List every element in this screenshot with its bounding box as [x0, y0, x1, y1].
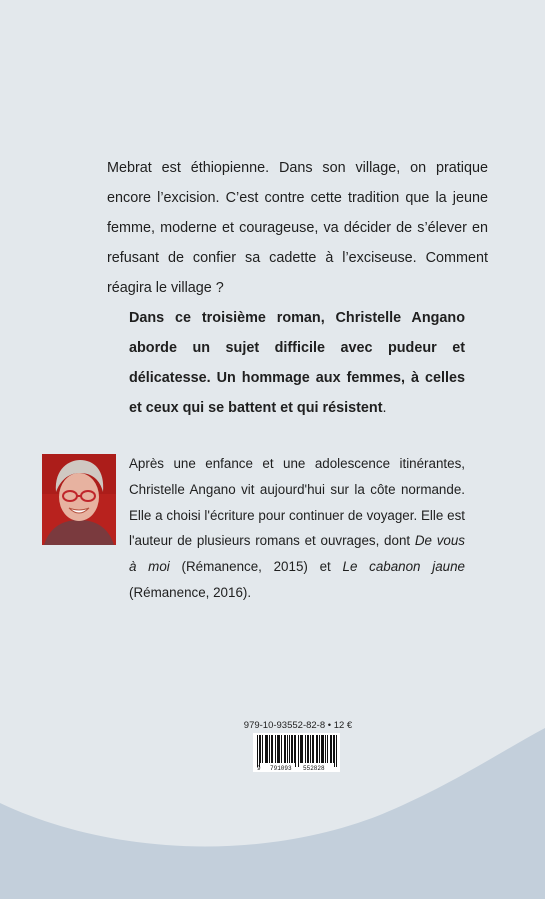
barcode-bar [278, 735, 279, 763]
author-bio [129, 451, 465, 606]
barcode-digits-right: 552828 [303, 765, 325, 772]
pitch-period: . [382, 400, 387, 416]
barcode-bar [259, 735, 260, 767]
barcode-bar [316, 735, 317, 763]
barcode-bar [285, 735, 286, 763]
barcode-bar [300, 735, 301, 763]
barcode-bar [333, 735, 334, 763]
barcode-bar [294, 735, 295, 763]
barcode-bar [327, 735, 328, 763]
barcode-bar [312, 735, 313, 763]
barcode [253, 733, 340, 772]
barcode-bar [267, 735, 268, 763]
barcode-bar [334, 735, 335, 767]
barcode-bar [310, 735, 311, 763]
barcode-bar [330, 735, 331, 763]
barcode-bar [331, 735, 332, 763]
isbn-price: 979-10-93552-82-8 • 12 € [243, 720, 353, 731]
barcode-bar [287, 735, 288, 763]
pitch-bold-text: Dans ce troisième roman, Christelle Angano aborde un sujet difficile avec pudeur et délicatesse. Un hommage aux femmes, à celles et ceux qui se battent et qui résistent [129, 310, 465, 416]
author-photo [42, 454, 116, 545]
barcode-bar [319, 735, 320, 763]
barcode-bar [295, 735, 296, 767]
barcode-bar [325, 735, 326, 763]
barcode-bar [305, 735, 306, 763]
barcode-bar [262, 735, 263, 763]
barcode-bar [279, 735, 280, 763]
barcode-bars [257, 735, 337, 767]
barcode-bar [323, 735, 324, 763]
barcode-bar [269, 735, 270, 763]
barcode-bar [298, 735, 299, 767]
barcode-bar [291, 735, 292, 763]
barcode-bar [275, 735, 276, 763]
barcode-bar [289, 735, 290, 763]
barcode-bar [308, 735, 309, 763]
barcode-bar [265, 735, 266, 763]
barcode-bar [307, 735, 308, 763]
barcode-bar [277, 735, 278, 763]
barcode-bar [284, 735, 285, 763]
barcode-bar [321, 735, 322, 763]
barcode-bar [257, 735, 258, 767]
barcode-bar [281, 735, 282, 763]
barcode-digits-left: 791093 [270, 765, 292, 772]
barcode-bar [302, 735, 303, 763]
barcode-bar [272, 735, 273, 763]
barcode-bar [271, 735, 272, 763]
barcode-bar [301, 735, 302, 763]
barcode-bar [292, 735, 293, 763]
barcode-bar [322, 735, 323, 763]
bio-text-2: (Rémanence, 2015) et [169, 559, 343, 575]
barcode-bar [336, 735, 337, 767]
bio-text-3: (Rémanence, 2016). [129, 584, 252, 600]
bio-book-title-2: Le cabanon jaune [342, 559, 466, 575]
barcode-bar [260, 735, 261, 763]
barcode-digit-first: 9 [257, 765, 261, 772]
bio-book-title-1: De vous à moi [129, 533, 466, 575]
barcode-bar [317, 735, 318, 763]
barcode-bar [313, 735, 314, 763]
summary-paragraph: Mebrat est éthiopienne. Dans son village, on pratique encore l’excision. C’est contre cette tradition que la jeune femme, moderne et courageuse, va décider de s’élever en refusant de confier sa cadette à l’exciseuse. Comment réagira le village ? [107, 160, 488, 296]
barcode-bar [266, 735, 267, 763]
pitch-paragraph [129, 303, 465, 423]
bio-text-1: Après une enfance et une adolescence itinérantes, Christelle Angano vit aujourd'hui sur la côte normande. Elle a choisi l'écriture pour continuer de voyager. Elle est l'auteur de plusieurs romans et ouvrages, dont [129, 456, 465, 549]
